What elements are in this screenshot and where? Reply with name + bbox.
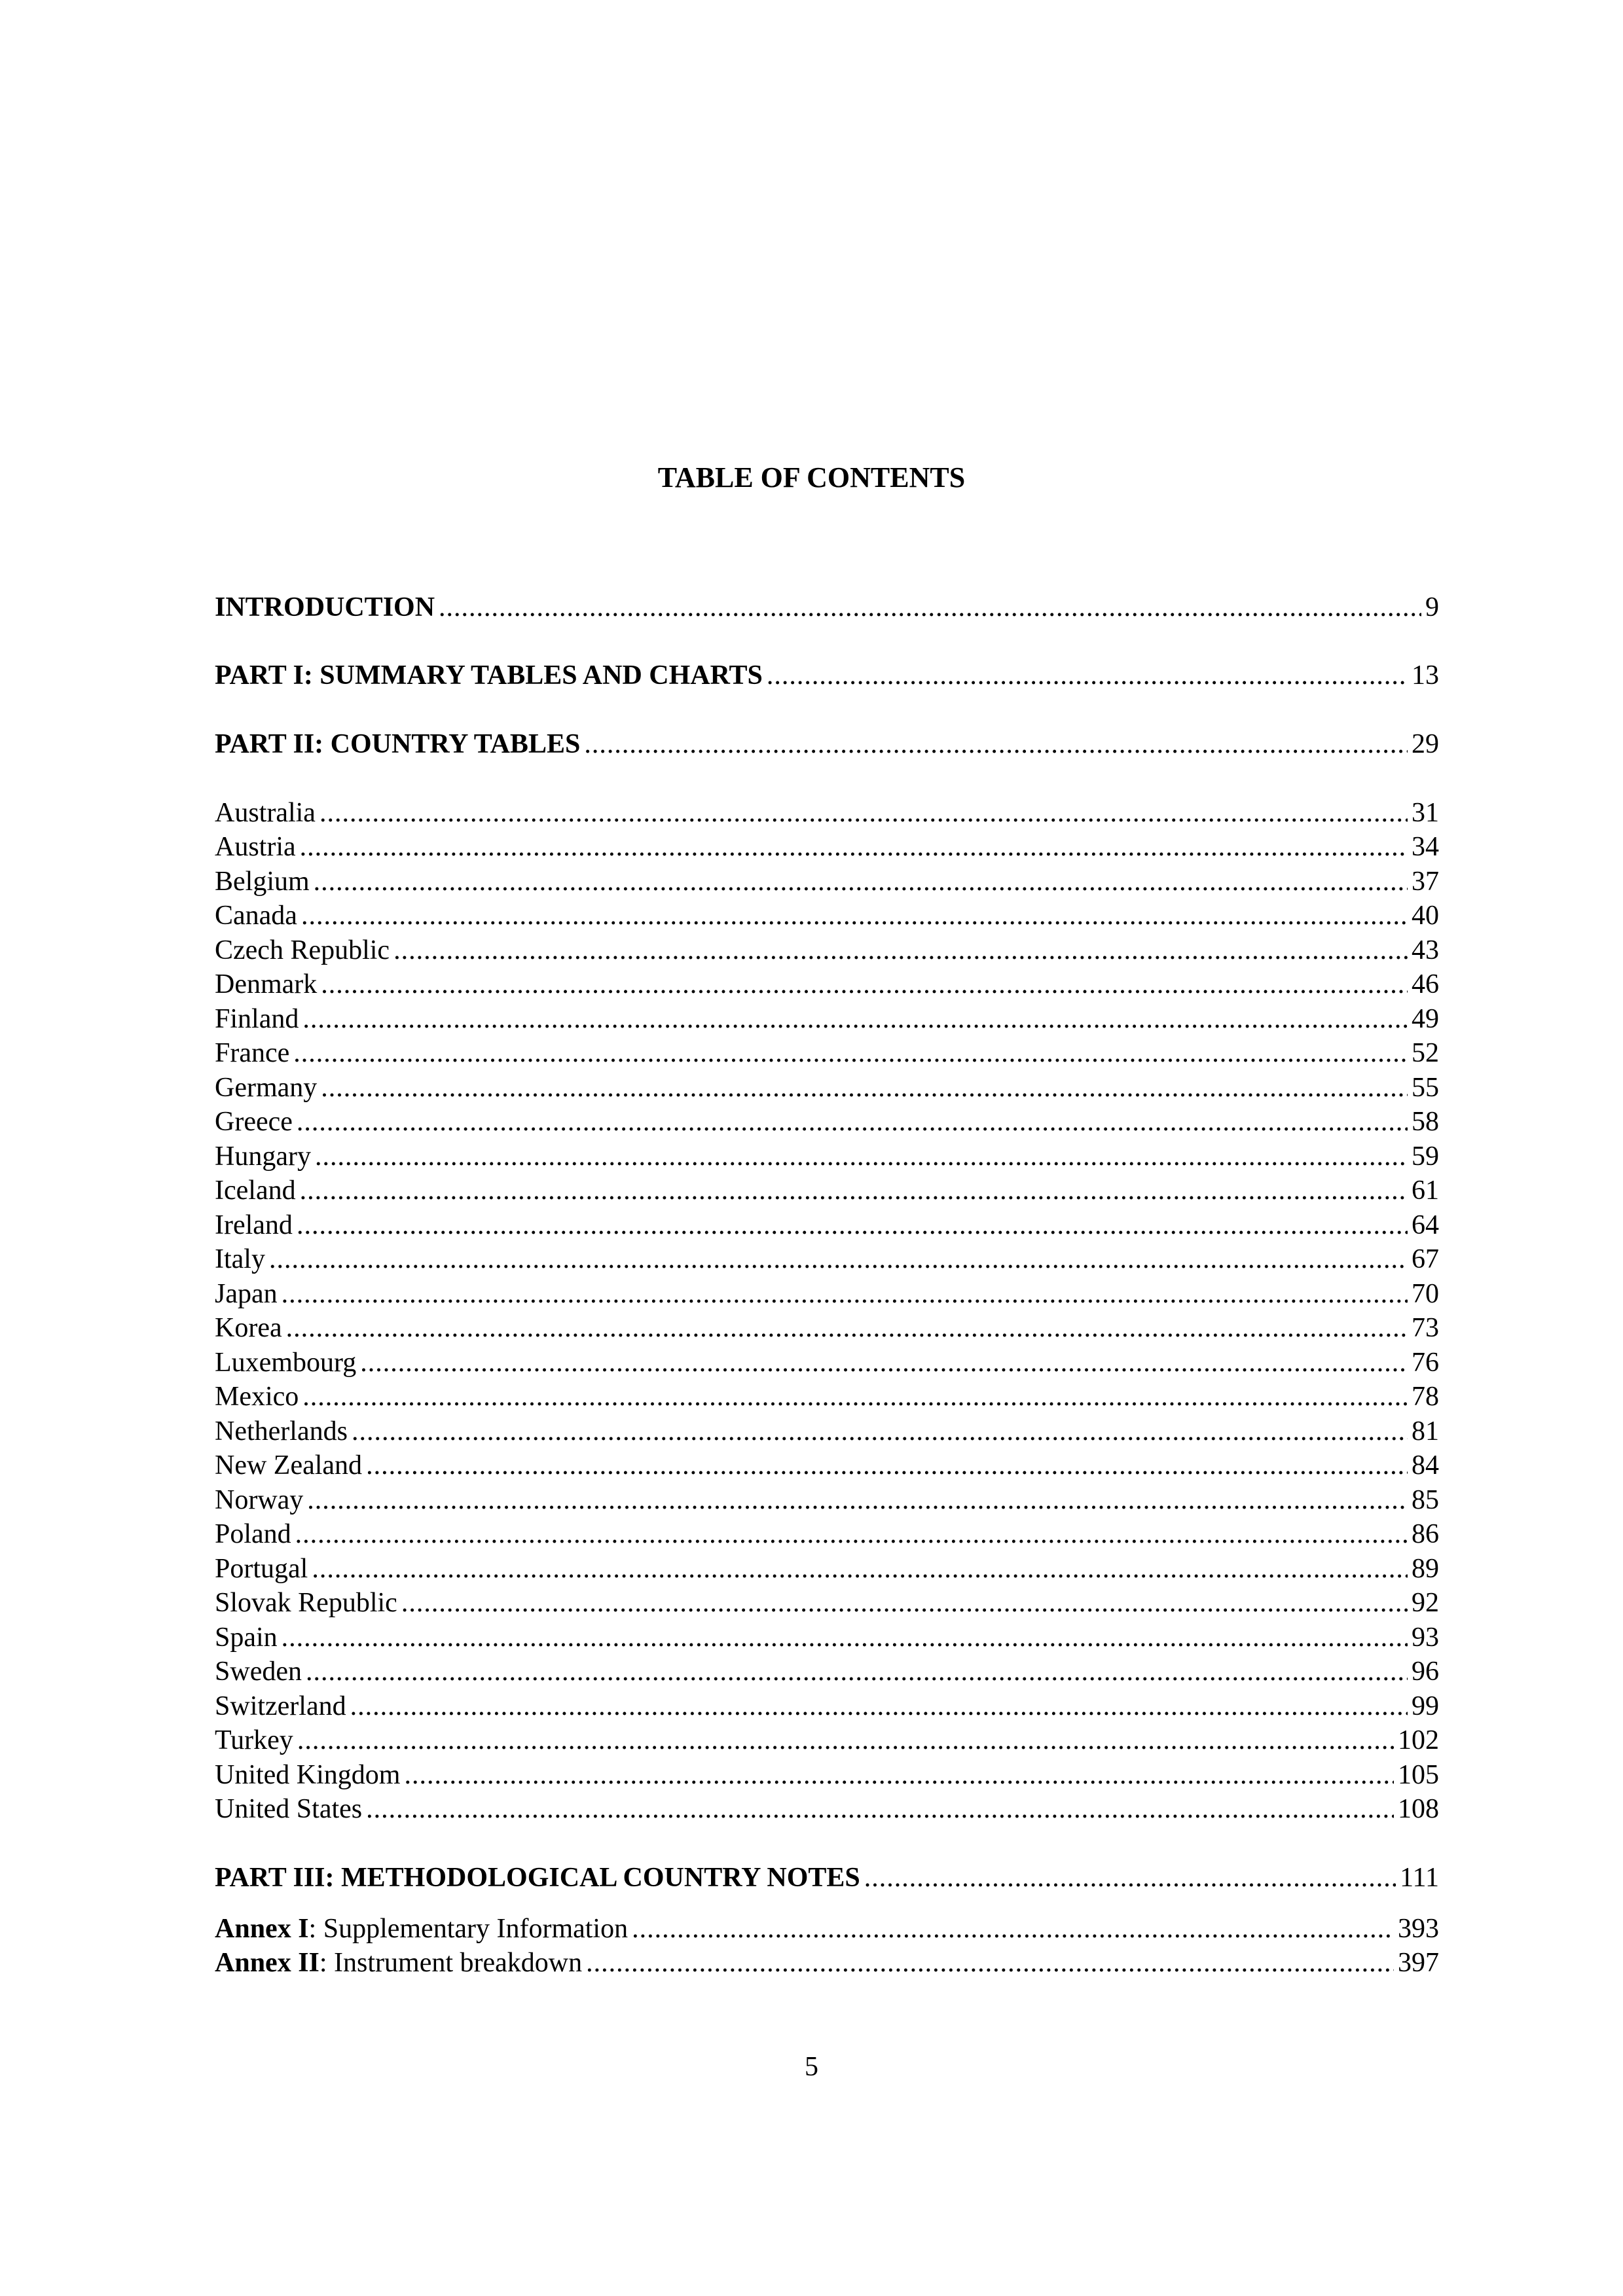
toc-entry-label: Hungary <box>215 1141 311 1172</box>
toc-entry-page: 52 <box>1412 1038 1439 1068</box>
leader-dots <box>307 1482 1408 1518</box>
toc-entry-page: 89 <box>1412 1554 1439 1584</box>
toc-entry-label: PART II: COUNTRY TABLES <box>215 729 581 759</box>
toc-entry-page: 92 <box>1412 1588 1439 1618</box>
toc-entry-label: Ireland <box>215 1210 293 1240</box>
leader-dots <box>404 1757 1394 1793</box>
toc-entry-page: 93 <box>1412 1623 1439 1653</box>
leader-dots <box>286 1310 1408 1346</box>
leader-dots <box>293 1035 1408 1071</box>
toc-entry-page: 111 <box>1400 1863 1439 1893</box>
toc-entry-country[interactable] <box>215 1722 1439 1759</box>
leader-dots <box>584 726 1408 762</box>
toc-entry-page: 84 <box>1412 1450 1439 1480</box>
toc-entry-label: Japan <box>215 1279 278 1309</box>
toc-entry-page: 34 <box>1412 832 1439 862</box>
toc-entry-label: Denmark <box>215 969 318 999</box>
leader-dots <box>301 897 1408 934</box>
toc-entry-page: 37 <box>1412 867 1439 897</box>
leader-dots <box>632 1910 1394 1947</box>
toc-entry-page: 64 <box>1412 1210 1439 1240</box>
toc-entry-country[interactable] <box>215 1585 1439 1621</box>
leader-dots <box>302 1378 1408 1415</box>
toc-entry-page: 49 <box>1412 1004 1439 1034</box>
toc-entry-page: 105 <box>1398 1760 1439 1790</box>
annex-title: : Supplementary Information <box>308 1914 629 1944</box>
toc-entry-label: Switzerland <box>215 1691 346 1721</box>
toc-entry-country[interactable] <box>215 1688 1439 1725</box>
leader-dots <box>366 1791 1394 1827</box>
toc-entry-country[interactable] <box>215 932 1439 969</box>
toc-entry-page: 76 <box>1412 1348 1439 1378</box>
toc-entry-page: 397 <box>1398 1948 1439 1978</box>
toc-entry-annex-2[interactable] <box>215 1945 1439 1981</box>
toc-entry-page: 55 <box>1412 1073 1439 1103</box>
leader-dots <box>269 1241 1408 1278</box>
leader-dots <box>767 657 1408 694</box>
leader-dots <box>350 1688 1408 1725</box>
toc-entry-page: 108 <box>1398 1794 1439 1824</box>
leader-dots <box>295 1516 1408 1552</box>
toc-entry-country[interactable] <box>215 1172 1439 1209</box>
toc-entry-label: Canada <box>215 901 297 931</box>
toc-entry-label: United States <box>215 1794 363 1824</box>
leader-dots <box>439 589 1421 626</box>
toc-entry-page: 393 <box>1398 1914 1439 1944</box>
toc-entry-label: Poland <box>215 1519 291 1549</box>
toc-entry-label: Portugal <box>215 1554 308 1584</box>
toc-entry-label: Australia <box>215 798 316 828</box>
leader-dots <box>321 966 1408 1003</box>
toc-entry-label: Luxembourg <box>215 1348 357 1378</box>
toc-entry-label: INTRODUCTION <box>215 592 435 622</box>
toc-entry-label: Austria <box>215 832 296 862</box>
toc-entry-country[interactable] <box>215 1069 1439 1106</box>
leader-dots <box>319 795 1408 831</box>
toc-entry-label: Sweden <box>215 1657 302 1687</box>
toc-entry-page: 102 <box>1398 1725 1439 1755</box>
toc-entry-label: Belgium <box>215 867 310 897</box>
toc-entry-label: Norway <box>215 1485 304 1515</box>
toc-entry-annex-1[interactable] <box>215 1910 1439 1947</box>
toc-entry-page: 58 <box>1412 1107 1439 1137</box>
toc-entry-label: Greece <box>215 1107 293 1137</box>
toc-entry-page: 13 <box>1412 660 1439 691</box>
toc-entry-country[interactable] <box>215 1001 1439 1037</box>
toc-entry-label: Finland <box>215 1004 299 1034</box>
toc-entry-page: 61 <box>1412 1175 1439 1206</box>
toc-entry-label: Slovak Republic <box>215 1588 397 1618</box>
toc-entry-label: PART III: METHODOLOGICAL COUNTRY NOTES <box>215 1863 860 1893</box>
toc-entry-country[interactable] <box>215 1619 1439 1656</box>
toc-entry-label: PART I: SUMMARY TABLES AND CHARTS <box>215 660 763 691</box>
toc-entry-label: Czech Republic <box>215 935 390 965</box>
leader-dots <box>297 1103 1408 1140</box>
toc-entry-label: Mexico <box>215 1382 299 1412</box>
annex-name: Annex I <box>215 1914 309 1944</box>
leader-dots <box>321 1069 1408 1106</box>
annex-title: : Instrument breakdown <box>319 1948 583 1978</box>
leader-dots <box>864 1859 1396 1896</box>
toc-entry-country[interactable] <box>215 897 1439 934</box>
leader-dots <box>302 1001 1408 1037</box>
leader-dots <box>401 1585 1408 1621</box>
toc-entry-country[interactable] <box>215 966 1439 1003</box>
toc-entry-page: 86 <box>1412 1519 1439 1549</box>
toc-entry-label: Korea <box>215 1313 282 1343</box>
leader-dots <box>586 1945 1394 1981</box>
toc-entry-page: 9 <box>1425 592 1439 622</box>
toc-entry-country[interactable] <box>215 1413 1439 1450</box>
toc-entry-country[interactable] <box>215 1138 1439 1175</box>
toc-entry-label: Spain <box>215 1623 278 1653</box>
toc-entry-page: 43 <box>1412 935 1439 965</box>
toc-entry-label: New Zealand <box>215 1450 363 1480</box>
page-title: TABLE OF CONTENTS <box>657 461 966 493</box>
toc-entry-country[interactable] <box>215 1653 1439 1690</box>
toc-entry-label: Netherlands <box>215 1416 348 1446</box>
leader-dots <box>393 932 1408 969</box>
toc-entry-country[interactable] <box>215 1207 1439 1244</box>
annex-name: Annex II <box>215 1948 319 1978</box>
toc-entry-country[interactable] <box>215 1344 1439 1381</box>
toc-entry-country[interactable] <box>215 1757 1439 1793</box>
toc-entry-page: 78 <box>1412 1382 1439 1412</box>
leader-dots <box>297 1207 1408 1244</box>
leader-dots <box>360 1344 1408 1381</box>
toc-entry-country[interactable] <box>215 863 1439 900</box>
toc-entry-label: United Kingdom <box>215 1760 401 1790</box>
toc-entry-label: Germany <box>215 1073 318 1103</box>
toc-entry-country[interactable] <box>215 1551 1439 1587</box>
toc-entry-page: 85 <box>1412 1485 1439 1515</box>
toc-entry-country[interactable] <box>215 1447 1439 1484</box>
toc-entry-part-1[interactable] <box>215 657 1439 694</box>
toc-entry-country[interactable] <box>215 1482 1439 1518</box>
toc-entry-country[interactable] <box>215 1035 1439 1071</box>
toc-entry-country[interactable] <box>215 795 1439 831</box>
toc-entry-country[interactable] <box>215 1378 1439 1415</box>
toc-entry-page: 81 <box>1412 1416 1439 1446</box>
toc-entry-country[interactable] <box>215 1103 1439 1140</box>
leader-dots <box>314 863 1408 900</box>
toc-entry-label <box>215 1945 582 1981</box>
toc-entry-page: 29 <box>1412 729 1439 759</box>
toc-entry-page: 40 <box>1412 901 1439 931</box>
toc-entry-country[interactable] <box>215 1516 1439 1552</box>
leader-dots <box>366 1447 1408 1484</box>
toc-entry-page: 96 <box>1412 1657 1439 1687</box>
leader-dots <box>300 829 1408 865</box>
page-number: 5 <box>805 2052 818 2082</box>
leader-dots <box>306 1653 1408 1690</box>
toc-entry-page: 31 <box>1412 798 1439 828</box>
toc-entry-country[interactable] <box>215 1241 1439 1278</box>
toc-entry-introduction[interactable] <box>215 589 1439 626</box>
toc-entry-label: Turkey <box>215 1725 293 1755</box>
toc-entry-country[interactable] <box>215 1276 1439 1312</box>
toc-entry-label: Iceland <box>215 1175 296 1206</box>
leader-dots <box>315 1138 1408 1175</box>
toc-entry-page: 67 <box>1412 1244 1439 1274</box>
toc-entry-page: 73 <box>1412 1313 1439 1343</box>
toc-entry-page: 99 <box>1412 1691 1439 1721</box>
toc-entry-page: 59 <box>1412 1141 1439 1172</box>
toc-entry-country[interactable] <box>215 1310 1439 1346</box>
toc-entry-label <box>215 1910 628 1947</box>
leader-dots <box>282 1619 1408 1656</box>
leader-dots <box>282 1276 1408 1312</box>
toc-entry-part-2[interactable] <box>215 726 1439 762</box>
toc-entry-country[interactable] <box>215 1791 1439 1827</box>
leader-dots <box>300 1172 1408 1209</box>
leader-dots <box>312 1551 1408 1587</box>
toc-entry-label: Italy <box>215 1244 265 1274</box>
leader-dots <box>352 1413 1408 1450</box>
toc-entry-page: 70 <box>1412 1279 1439 1309</box>
toc-entry-page: 46 <box>1412 969 1439 999</box>
toc-entry-part-3[interactable] <box>215 1859 1439 1896</box>
toc-entry-label: France <box>215 1038 290 1068</box>
leader-dots <box>297 1722 1394 1759</box>
toc-entry-country[interactable] <box>215 829 1439 865</box>
